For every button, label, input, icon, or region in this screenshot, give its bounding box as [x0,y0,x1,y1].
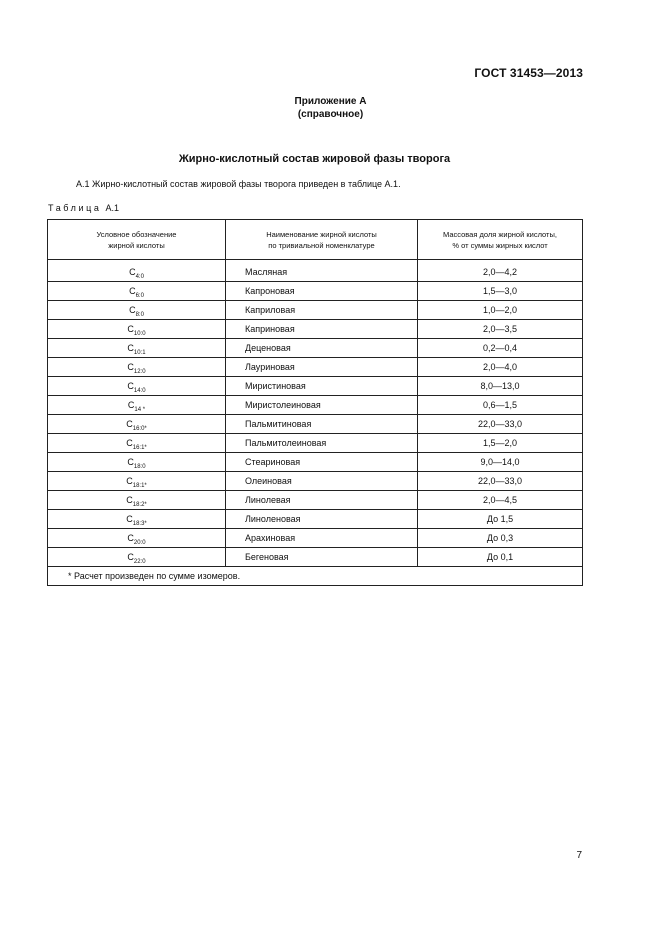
designation-base: C [126,476,133,486]
fatty-acid-table [47,219,583,586]
table-row [48,453,583,472]
header-name-line1: Наименование жирной кислоты [266,229,377,239]
name-cell: Миристолеиновая [226,396,418,415]
table-row [48,510,583,529]
appendix-title: Приложение А [294,96,367,107]
designation-sub: 18:2* [132,502,147,508]
designation-base: C [129,286,136,296]
document-id: ГОСТ 31453—2013 [474,66,583,80]
table-row [48,434,583,453]
name-cell: Деценовая [226,339,418,358]
section-title: Жирно-кислотный состав жировой фазы творога [178,153,451,165]
table-caption-label: Таблица [48,203,102,213]
value-cell: 2,0—3,5 [418,320,583,339]
designation-sub: 16:1* [132,445,147,451]
value-cell: 2,0—4,2 [418,260,583,282]
header-designation-line1: Условное обозначение [96,229,177,239]
designation-base: C [129,305,136,315]
designation-sub: 18:3* [132,521,147,527]
name-cell: Линолевая [226,491,418,510]
name-cell: Миристиновая [226,377,418,396]
designation-sub: 22:0 [133,559,146,565]
table-row [48,529,583,548]
designation-sub: 14:0 [133,388,146,394]
header-name [226,220,418,260]
designation-cell [48,320,226,339]
designation-base: C [127,381,134,391]
designation-base: C [126,438,133,448]
name-cell: Пальмитолеиновая [226,434,418,453]
value-cell: 2,0—4,5 [418,491,583,510]
header-name-line2: по тривиальной номенклатуре [268,240,375,250]
designation-cell [48,260,226,282]
value-cell: 22,0—33,0 [418,415,583,434]
header-designation [48,220,226,260]
table-row [48,339,583,358]
designation-sub: 10:0 [133,331,146,337]
header-mass-fraction-line1: Массовая доля жирной кислоты, [443,229,557,239]
designation-sub: 14 * [134,407,146,413]
designation-base: C [127,400,135,410]
header-mass-fraction-line2: % от суммы жирных кислот [452,240,548,250]
designation-sub: 18:1* [132,483,147,489]
table-caption-number: А.1 [105,203,120,213]
designation-sub: 18:0 [133,464,146,470]
table-footnote-row [48,567,583,586]
value-cell: 1,5—3,0 [418,282,583,301]
header-mass-fraction [418,220,583,260]
designation-cell [48,491,226,510]
designation-cell [48,282,226,301]
designation-base: C [126,495,133,505]
designation-cell [48,301,226,320]
designation-base: C [127,457,134,467]
value-cell: До 0,3 [418,529,583,548]
table-footnote: * Расчет произведен по сумме изомеров. [48,567,583,586]
table-row [48,472,583,491]
designation-sub: 10:1 [133,350,146,356]
designation-base: C [127,533,134,543]
name-cell: Каприновая [226,320,418,339]
table-row [48,320,583,339]
designation-cell [48,415,226,434]
value-cell: 9,0—14,0 [418,453,583,472]
designation-sub: 16:0* [132,426,147,432]
designation-sub: 6:0 [135,293,144,299]
name-cell: Олеиновая [226,472,418,491]
table-row [48,377,583,396]
designation-cell [48,548,226,567]
appendix-heading [0,95,661,121]
table-row [48,282,583,301]
designation-cell [48,510,226,529]
value-cell: До 0,1 [418,548,583,567]
header-designation-line2: жирной кислоты [108,240,165,250]
table-row [48,358,583,377]
designation-cell [48,396,226,415]
designation-sub: 4:0 [135,274,144,280]
section-intro: А.1 Жирно-кислотный состав жировой фазы творога приведен в таблице А.1. [76,179,401,189]
table-caption [48,203,119,213]
name-cell: Пальмитиновая [226,415,418,434]
name-cell: Лауриновая [226,358,418,377]
name-cell: Линоленовая [226,510,418,529]
designation-base: C [127,362,134,372]
value-cell: 1,0—2,0 [418,301,583,320]
value-cell: 22,0—33,0 [418,472,583,491]
designation-cell [48,529,226,548]
designation-sub: 20:0 [133,540,146,546]
value-cell: 8,0—13,0 [418,377,583,396]
value-cell: 0,2—0,4 [418,339,583,358]
designation-base: C [127,343,134,353]
designation-sub: 8:0 [135,312,144,318]
name-cell: Масляная [226,260,418,282]
designation-cell [48,434,226,453]
designation-base: C [126,514,133,524]
table-row [48,548,583,567]
table-row [48,491,583,510]
name-cell: Капроновая [226,282,418,301]
table-row [48,301,583,320]
designation-cell [48,358,226,377]
table-header-row [48,220,583,260]
appendix-subtitle: (справочное) [297,109,364,120]
name-cell: Арахиновая [226,529,418,548]
name-cell: Стеариновая [226,453,418,472]
table-row [48,415,583,434]
designation-base: C [126,419,133,429]
designation-sub: 12:0 [133,369,146,375]
designation-cell [48,377,226,396]
designation-base: C [127,324,134,334]
page-number: 7 [576,850,582,861]
value-cell: 2,0—4,0 [418,358,583,377]
table-row [48,396,583,415]
designation-cell [48,472,226,491]
name-cell: Каприловая [226,301,418,320]
designation-base: C [129,267,136,277]
value-cell: 0,6—1,5 [418,396,583,415]
value-cell: До 1,5 [418,510,583,529]
designation-cell [48,339,226,358]
value-cell: 1,5—2,0 [418,434,583,453]
table-row [48,260,583,282]
designation-cell [48,453,226,472]
name-cell: Бегеновая [226,548,418,567]
designation-base: C [127,552,134,562]
